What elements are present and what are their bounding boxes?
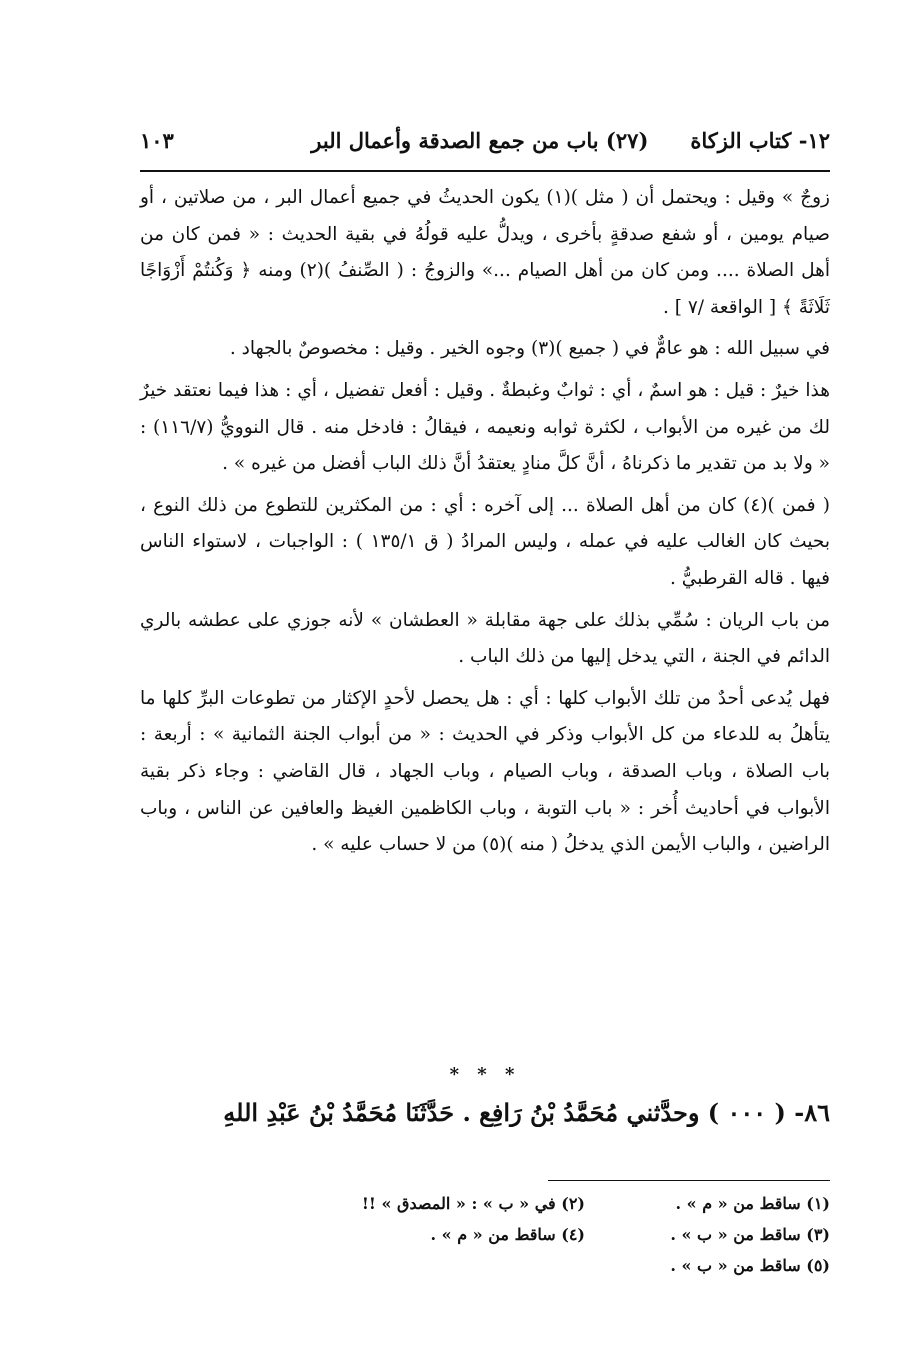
paragraph: هذا خيرٌ : قيل : هو اسمٌ ، أي : ثوابٌ وغبطةٌ . وقيل : أفعل تفضيل ، أي : هذا فيما نعتقد خيرٌ لك من غيره من الأبواب ، لكثرة ثوابه ونعيمه ، فيقالُ : فادخل منه . قال النوويُّ (١١٦/٧) : « ولا بد من تقدير ما ذكرناهُ ، أنَّ كلَّ منادٍ يعتقدُ أنَّ ذلك الباب أفضل من غيره » . bbox=[140, 379, 830, 475]
paragraph: فهل يُدعى أحدٌ من تلك الأبواب كلها : أي : هل يحصل لأحدٍ الإكثار من تطوعات البرِّ كلها ما يتأهلُ به للدعاء من كل الأبواب وذكر في الحديث : « من أبواب الجنة الثمانية » : أربعة : باب الصلاة ، وباب الصدقة ، وباب الصيام ، وباب الجهاد ، قال القاضي : وجاء ذكر بقية الأبواب في أحاديث أُخر : « باب التوبة ، وباب الكاظمين الغيظ والعافين عن الناس ، وباب الراضين ، والباب الأيمن الذي يدخلُ ( منه )(٥) من لا حساب عليه » . bbox=[140, 687, 830, 856]
footnote-rule bbox=[548, 1180, 830, 1181]
footnote: (٢) في « ب » : « المصدق » !! bbox=[361, 1194, 585, 1213]
running-header bbox=[140, 128, 830, 153]
footnotes bbox=[230, 1188, 830, 1281]
commentary-body bbox=[140, 180, 830, 869]
footnote: (٥) ساقط من « ب » . bbox=[670, 1256, 830, 1275]
paragraph: في سبيل الله : هو عامٌّ في ( جميع )(٣) وجوه الخير . وقيل : مخصوصٌ بالجهاد . bbox=[229, 338, 830, 360]
paragraph: من باب الريان : سُمِّي بذلك على جهة مقابلة « العطشان » لأنه جوزي على عطشه بالري الدائم في الجنة ، التي يدخل إليها من ذلك الباب . bbox=[140, 609, 830, 668]
chapter-title: ١٢- كتاب الزكاة bbox=[690, 128, 830, 153]
section-separator: * * * bbox=[449, 1064, 521, 1085]
page-number: ١٠٣ bbox=[140, 128, 174, 153]
paragraph: ( فمن )(٤) كان من أهل الصلاة ... إلى آخره : أي : من المكثرين للتطوع من ذلك النوع ، بحيث كان الغالب عليه في عمله ، وليس المرادُ ( ق ١٣٥/١ ) : الواجبات ، لاستواء الناس فيها . قاله القرطبيُّ . bbox=[140, 494, 830, 589]
hadith-heading: ٨٦- ( ٠٠٠ ) وحدَّثني مُحَمَّدُ بْنُ رَافِعٍ . حَدَّثَنَا مُحَمَّدُ بْنُ عَبْدِ اللهِ bbox=[223, 1098, 830, 1127]
footnote: (٣) ساقط من « ب » . bbox=[670, 1225, 830, 1244]
footnote: (٤) ساقط من « م » . bbox=[430, 1225, 585, 1244]
paragraph: زوجٌ » وقيل : ويحتمل أن ( مثل )(١) يكون الحديثُ في جميع أعمال البر ، من صلاتين ، أو صيام يومين ، أو شفع صدقةٍ بأخرى ، ويدلُّ عليه قولُهُ في بقية الحديث : « فمن كان من أهل الصلاة .... ومن كان من أهل الصيام ...» والزوجُ : ( الصِّنفُ )(٢) ومنه ﴿ وَكُنتُمْ أَزْوَاجًا ثَلَاثَةً ﴾ [ الواقعة /٧ ] . bbox=[140, 187, 830, 318]
header-rule bbox=[140, 170, 830, 172]
footnote: (١) ساقط من « م » . bbox=[675, 1194, 830, 1213]
section-title: (٢٧) باب من جمع الصدقة وأعمال البر bbox=[311, 128, 649, 153]
